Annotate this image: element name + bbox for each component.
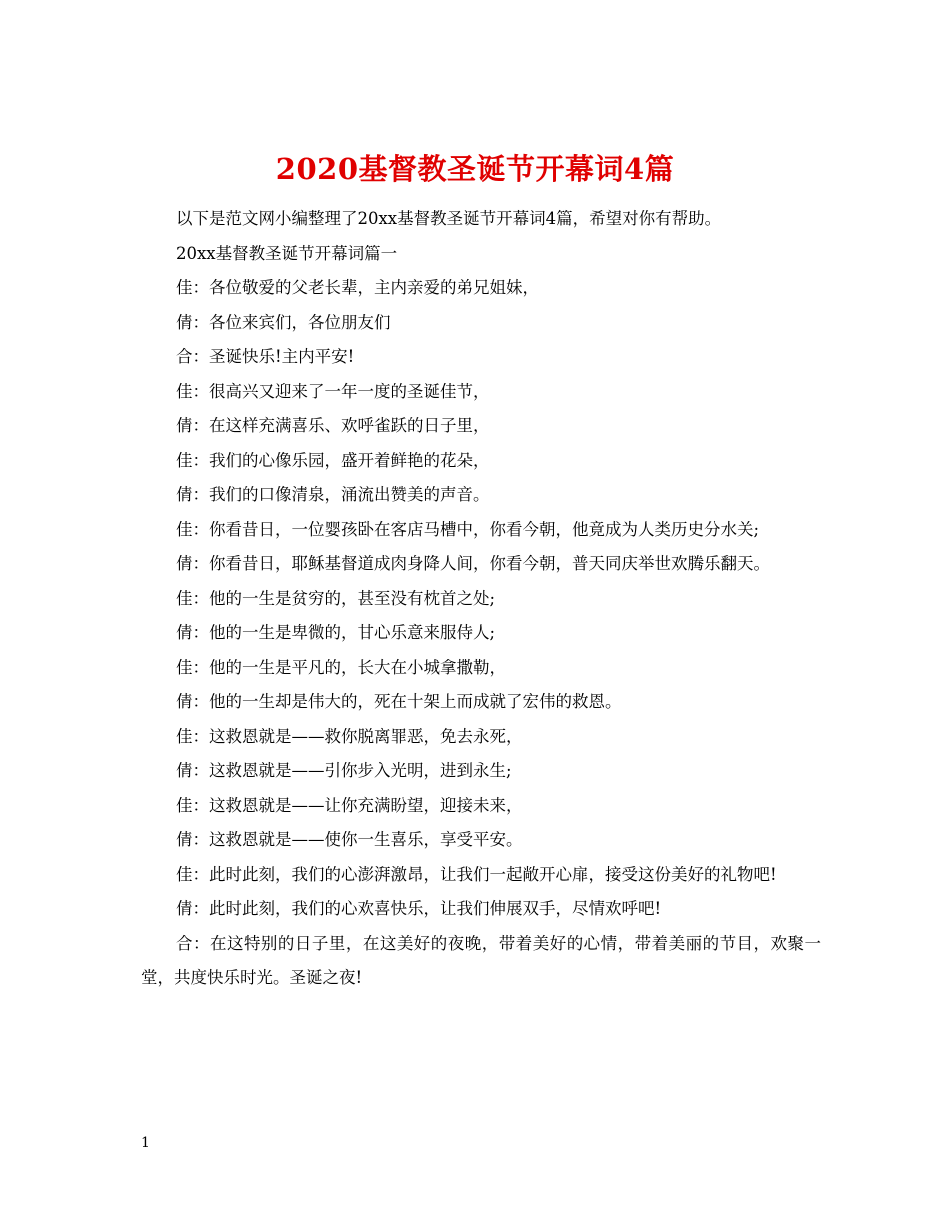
paragraph: 合：在这特别的日子里，在这美好的夜晚，带着美好的心情，带着美丽的节目，欢聚一堂，共度快乐时光。圣诞之夜!: [141, 933, 821, 987]
paragraph: 倩：你看昔日，耶稣基督道成肉身降人间，你看今朝，普天同庆举世欢腾乐翻天。: [176, 554, 770, 573]
paragraph: 佳：我们的心像乐园，盛开着鲜艳的花朵，: [176, 450, 490, 470]
paragraph: 倩：各位来宾们，各位朋友们: [176, 312, 391, 332]
paragraph: 倩：此时此刻，我们的心欢喜快乐，让我们伸展双手，尽情欢呼吧!: [176, 899, 662, 918]
paragraph: 倩：在这样充满喜乐、欢呼雀跃的日子里，: [176, 416, 490, 435]
paragraph: 合：圣诞快乐!主内平安!: [176, 347, 355, 366]
page-number: 1: [141, 1135, 150, 1151]
paragraph: 倩：他的一生是卑微的，甘心乐意来服侍人;: [176, 623, 496, 642]
paragraph: 佳：他的一生是平凡的，长大在小城拿撒勒，: [176, 657, 506, 677]
paragraph: 以下是范文网小编整理了20xx基督教圣诞节开幕词4篇，希望对你有帮助。: [176, 209, 722, 228]
document-title: 2020基督教圣诞节开幕词4篇: [275, 152, 675, 187]
document-body: [141, 202, 821, 996]
paragraph: 佳：这救恩就是——救你脱离罪恶，免去永死，: [176, 726, 523, 746]
paragraph: 佳：他的一生是贫穷的，甚至没有枕首之处;: [176, 588, 496, 608]
paragraph: 倩：这救恩就是——使你一生喜乐，享受平安。: [176, 830, 523, 849]
paragraph: 佳：很高兴又迎来了一年一度的圣诞佳节，: [176, 381, 490, 401]
paragraph: 佳：这救恩就是——让你充满盼望，迎接未来，: [176, 795, 523, 815]
paragraph: 20xx基督教圣诞节开幕词篇一: [176, 243, 398, 263]
paragraph: 佳：各位敬爱的父老长辈，主内亲爱的弟兄姐妹，: [176, 278, 539, 297]
paragraph: 佳：此时此刻，我们的心澎湃激昂，让我们一起敞开心扉，接受这份美好的礼物吧!: [176, 864, 777, 884]
paragraph: 倩：我们的口像清泉，涌流出赞美的声音。: [176, 485, 490, 504]
paragraph: 倩：这救恩就是——引你步入光明，进到永生;: [176, 761, 512, 780]
paragraph: 倩：他的一生却是伟大的，死在十架上而成就了宏伟的救恩。: [176, 692, 622, 711]
paragraph: 佳：你看昔日，一位婴孩卧在客店马槽中，你看今朝，他竟成为人类历史分水关;: [176, 519, 760, 539]
